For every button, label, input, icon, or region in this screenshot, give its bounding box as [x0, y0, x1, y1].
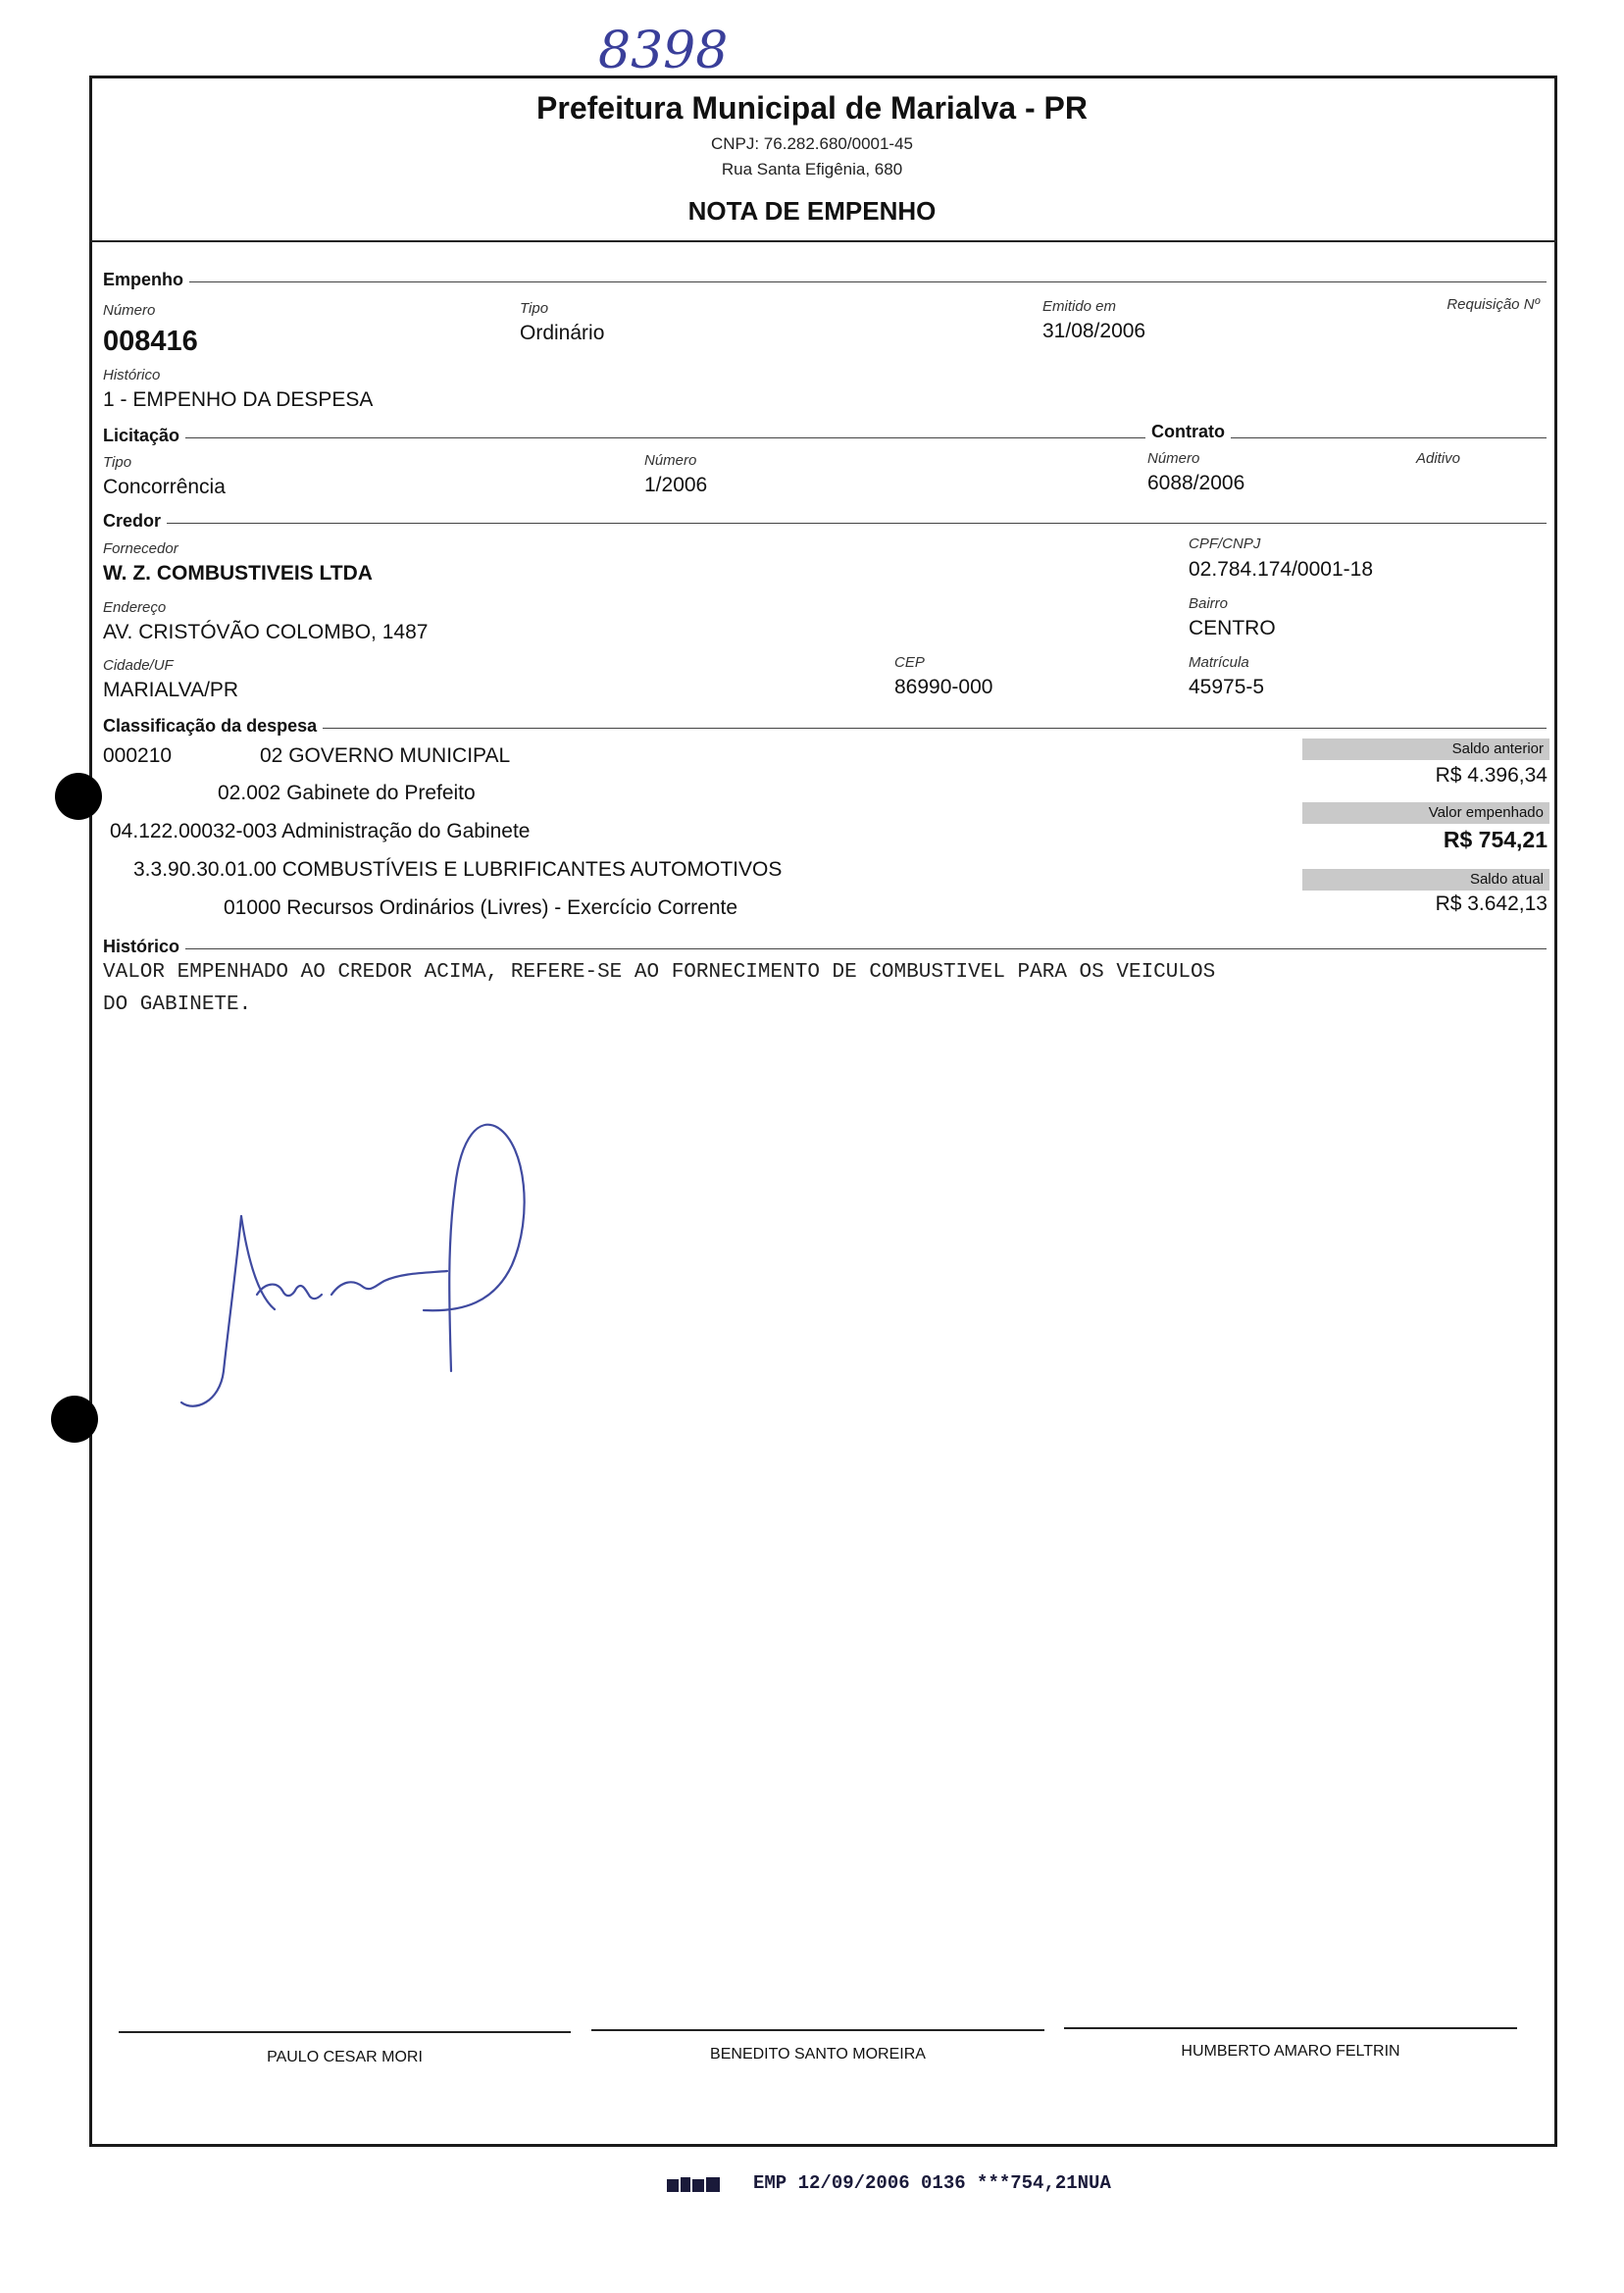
municipality-title: Prefeitura Municipal de Marialva - PR [536, 90, 1088, 126]
funcional-line: 04.122.00032-003 Administração do Gabinete [110, 820, 531, 842]
bank-stamp-code: EMP 12/09/2006 0136 ***754,21NUA [753, 2172, 1111, 2194]
cidade-value: MARIALVA/PR [103, 679, 239, 701]
matricula-label: Matrícula [1189, 654, 1249, 671]
fonte-line: 01000 Recursos Ordinários (Livres) - Exercício Corrente [224, 896, 738, 919]
valor-empenhado-label: Valor empenhado [1302, 802, 1549, 824]
licitacao-numero-label: Número [644, 452, 697, 469]
cpf-label: CPF/CNPJ [1189, 535, 1261, 552]
empenho-historico-label: Histórico [103, 367, 161, 383]
historico-line-1: VALOR EMPENHADO AO CREDOR ACIMA, REFERE-SE AO FORNECIMENTO DE COMBUSTIVEL PARA OS VEICULOS [103, 961, 1216, 984]
elemento-line: 3.3.90.30.01.00 COMBUSTÍVEIS E LUBRIFICANTES AUTOMOTIVOS [133, 858, 783, 881]
header-divider [89, 240, 1557, 242]
emitido-date: 31/08/2006 [1042, 320, 1146, 342]
licitacao-numero: 1/2006 [644, 474, 708, 496]
signatory-1: PAULO CESAR MORI [267, 2049, 423, 2065]
handwritten-signature [167, 1108, 539, 1422]
empenho-numero: 008416 [103, 326, 198, 357]
licitacao-tipo-label: Tipo [103, 454, 132, 471]
cnpj-line: CNPJ: 76.282.680/0001-45 [710, 134, 914, 153]
valor-empenhado-value: R$ 754,21 [1443, 827, 1548, 852]
empenho-tipo: Ordinário [520, 322, 605, 344]
address-line: Rua Santa Efigênia, 680 [721, 160, 903, 178]
historico-line-2: DO GABINETE. [103, 994, 252, 1016]
empenho-rule [103, 281, 1547, 282]
signature-line-2 [591, 2029, 1044, 2031]
classificacao-section-title: Classificação da despesa [103, 716, 323, 737]
document-title: NOTA DE EMPENHO [687, 196, 937, 226]
signature-line-1 [119, 2031, 571, 2033]
cep-label: CEP [894, 654, 925, 671]
contrato-numero: 6088/2006 [1147, 472, 1245, 494]
endereco-value: AV. CRISTÓVÃO COLOMBO, 1487 [103, 621, 429, 643]
licitacao-section-title: Licitação [103, 426, 185, 446]
contrato-section-title: Contrato [1145, 422, 1231, 442]
licitacao-tipo: Concorrência [103, 476, 226, 498]
empenho-section-title: Empenho [103, 270, 189, 290]
bank-stamp-logo [667, 2175, 722, 2195]
credor-rule [103, 523, 1547, 524]
contrato-numero-label: Número [1147, 450, 1200, 467]
bairro-label: Bairro [1189, 595, 1229, 612]
signature-line-3 [1064, 2027, 1517, 2029]
historico-section-title: Histórico [103, 937, 185, 957]
unidade-line: 02.002 Gabinete do Prefeito [218, 782, 476, 804]
bairro-value: CENTRO [1189, 617, 1276, 639]
credor-section-title: Credor [103, 511, 167, 532]
historico-rule [103, 948, 1547, 949]
cep-value: 86990-000 [894, 676, 993, 698]
fornecedor-name: W. Z. COMBUSTIVEIS LTDA [103, 562, 373, 585]
punch-hole-bottom [51, 1396, 98, 1443]
annotation-number: 8398 [598, 22, 729, 80]
endereco-label: Endereço [103, 599, 167, 616]
requisicao-label: Requisição Nº [1446, 296, 1540, 313]
empenho-numero-label: Número [103, 302, 156, 319]
emitido-label: Emitido em [1042, 298, 1117, 315]
empenho-historico: 1 - EMPENHO DA DESPESA [103, 388, 374, 411]
punch-hole-top [55, 773, 102, 820]
cidade-label: Cidade/UF [103, 657, 174, 674]
dotacao-code: 000210 [103, 744, 173, 767]
aditivo-label: Aditivo [1416, 450, 1461, 467]
signatory-3: HUMBERTO AMARO FELTRIN [1181, 2043, 1400, 2060]
saldo-anterior-label: Saldo anterior [1302, 739, 1549, 760]
cpf-value: 02.784.174/0001-18 [1189, 558, 1374, 581]
orgao-line: 02 GOVERNO MUNICIPAL [260, 744, 511, 767]
licitacao-rule [103, 437, 1547, 438]
signatory-2: BENEDITO SANTO MOREIRA [710, 2046, 926, 2063]
saldo-atual-label: Saldo atual [1302, 869, 1549, 891]
fornecedor-label: Fornecedor [103, 540, 178, 557]
saldo-atual-value: R$ 3.642,13 [1435, 892, 1548, 915]
matricula-value: 45975-5 [1189, 676, 1265, 698]
empenho-tipo-label: Tipo [520, 300, 549, 317]
saldo-anterior-value: R$ 4.396,34 [1435, 764, 1548, 787]
